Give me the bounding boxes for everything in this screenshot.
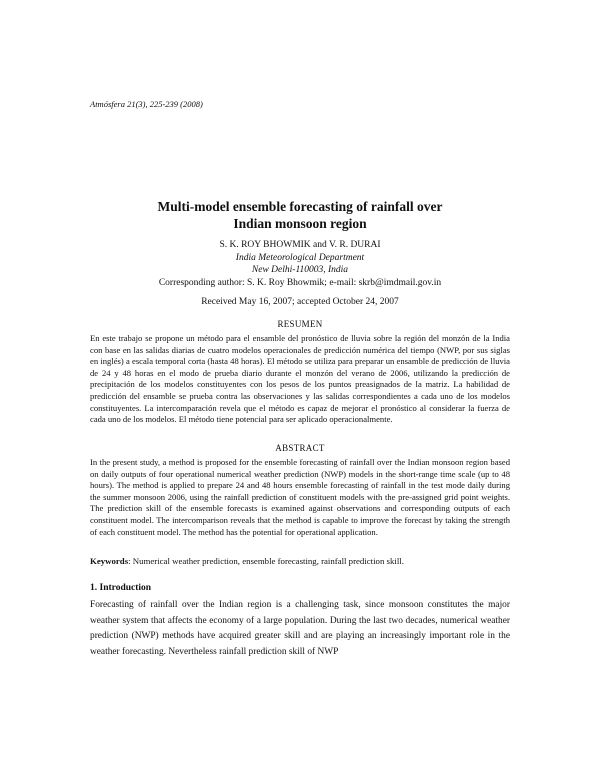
abstract-heading: ABSTRACT: [275, 443, 325, 453]
author-location: New Delhi-110003, India: [251, 265, 349, 275]
journal-citation: Atmósfera 21(3), 225-239 (2008): [90, 99, 203, 109]
introduction-text: Forecasting of rainfall over the Indian region is a challenging task, since monsoon constitutes the major weather system that affects the economy of a large population. During the last two decades, numerical weather prediction (NWP) methods have acquired greater skill and are playing an increasingly important role in the weather forecasting. Nevertheless rainfall prediction skill of NWP: [90, 600, 510, 657]
keywords: [90, 556, 510, 566]
introduction-heading: 1. Introduction: [90, 583, 152, 593]
title-line-2: Indian monsoon region: [233, 216, 367, 231]
corresponding-author: Corresponding author: S. K. Roy Bhowmik; e-mail: skrb@imdmail.gov.in: [158, 277, 442, 288]
author-affiliation: India Meteorological Department: [235, 252, 365, 263]
paper-title: [0, 198, 600, 232]
title-line-1: Multi-model ensemble forecasting of rainfall over: [157, 199, 443, 214]
received-dates: Received May 16, 2007; accepted October 24, 2007: [201, 297, 399, 307]
keywords-text: : Numerical weather prediction, ensemble forecasting, rainfall prediction skill.: [128, 556, 404, 566]
abstract-text: In the present study, a method is proposed for the ensemble forecasting of rainfall over the Indian monsoon region based on daily outputs of four operational numerical weather prediction (NWP) models in the short-range time scale (up to 48 hours). The method is applied to prepare 24 and 48 hours ensemble forecasting of rainfall in the test mode daily during the summer monsoon 2006, using the rainfall prediction of constituent models with the pre-assigned grid point weights. The prediction skill of the ensemble forecasts is examined against observations and corresponding outputs of each constituent model. The intercomparison reveals that the method is capable to improve the forecast by taking the strength of each constituent model. The method has the potential for operational application.: [90, 457, 510, 537]
author-block: [0, 239, 600, 289]
author-names: S. K. ROY BHOWMIK and V. R. DURAI: [219, 240, 381, 250]
keywords-label: Keywords: [90, 556, 129, 566]
resumen-heading: RESUMEN: [277, 319, 323, 329]
resumen-text: En este trabajo se propone un método para el ensamble del pronóstico de lluvia sobre la región del monzón de la India con base en las salidas diarias de cuatro modelos operacionales de predicción numérica del tiempo (NWP, por sus siglas en inglés) a escala temporal corta (hasta 48 horas). El método se utiliza para preparar un ensamble de predicción de lluvia de 24 y 48 horas en el modo de prueba diario durante el monzón del verano de 2006, utilizando la predicción de precipitación de los modelos constituyentes con los pesos de los puntos preasignados de la matriz. La habilidad de predicción del ensamble se prueba contra las observaciones y las salidas correspondientes a cada uno de los modelos constituyentes. La intercomparación revela que el método es capaz de mejorar el pronóstico al considerar la fuerza de cada uno de los modelos. El método tiene potencial para ser aplicado operacionalmente.: [90, 333, 510, 425]
